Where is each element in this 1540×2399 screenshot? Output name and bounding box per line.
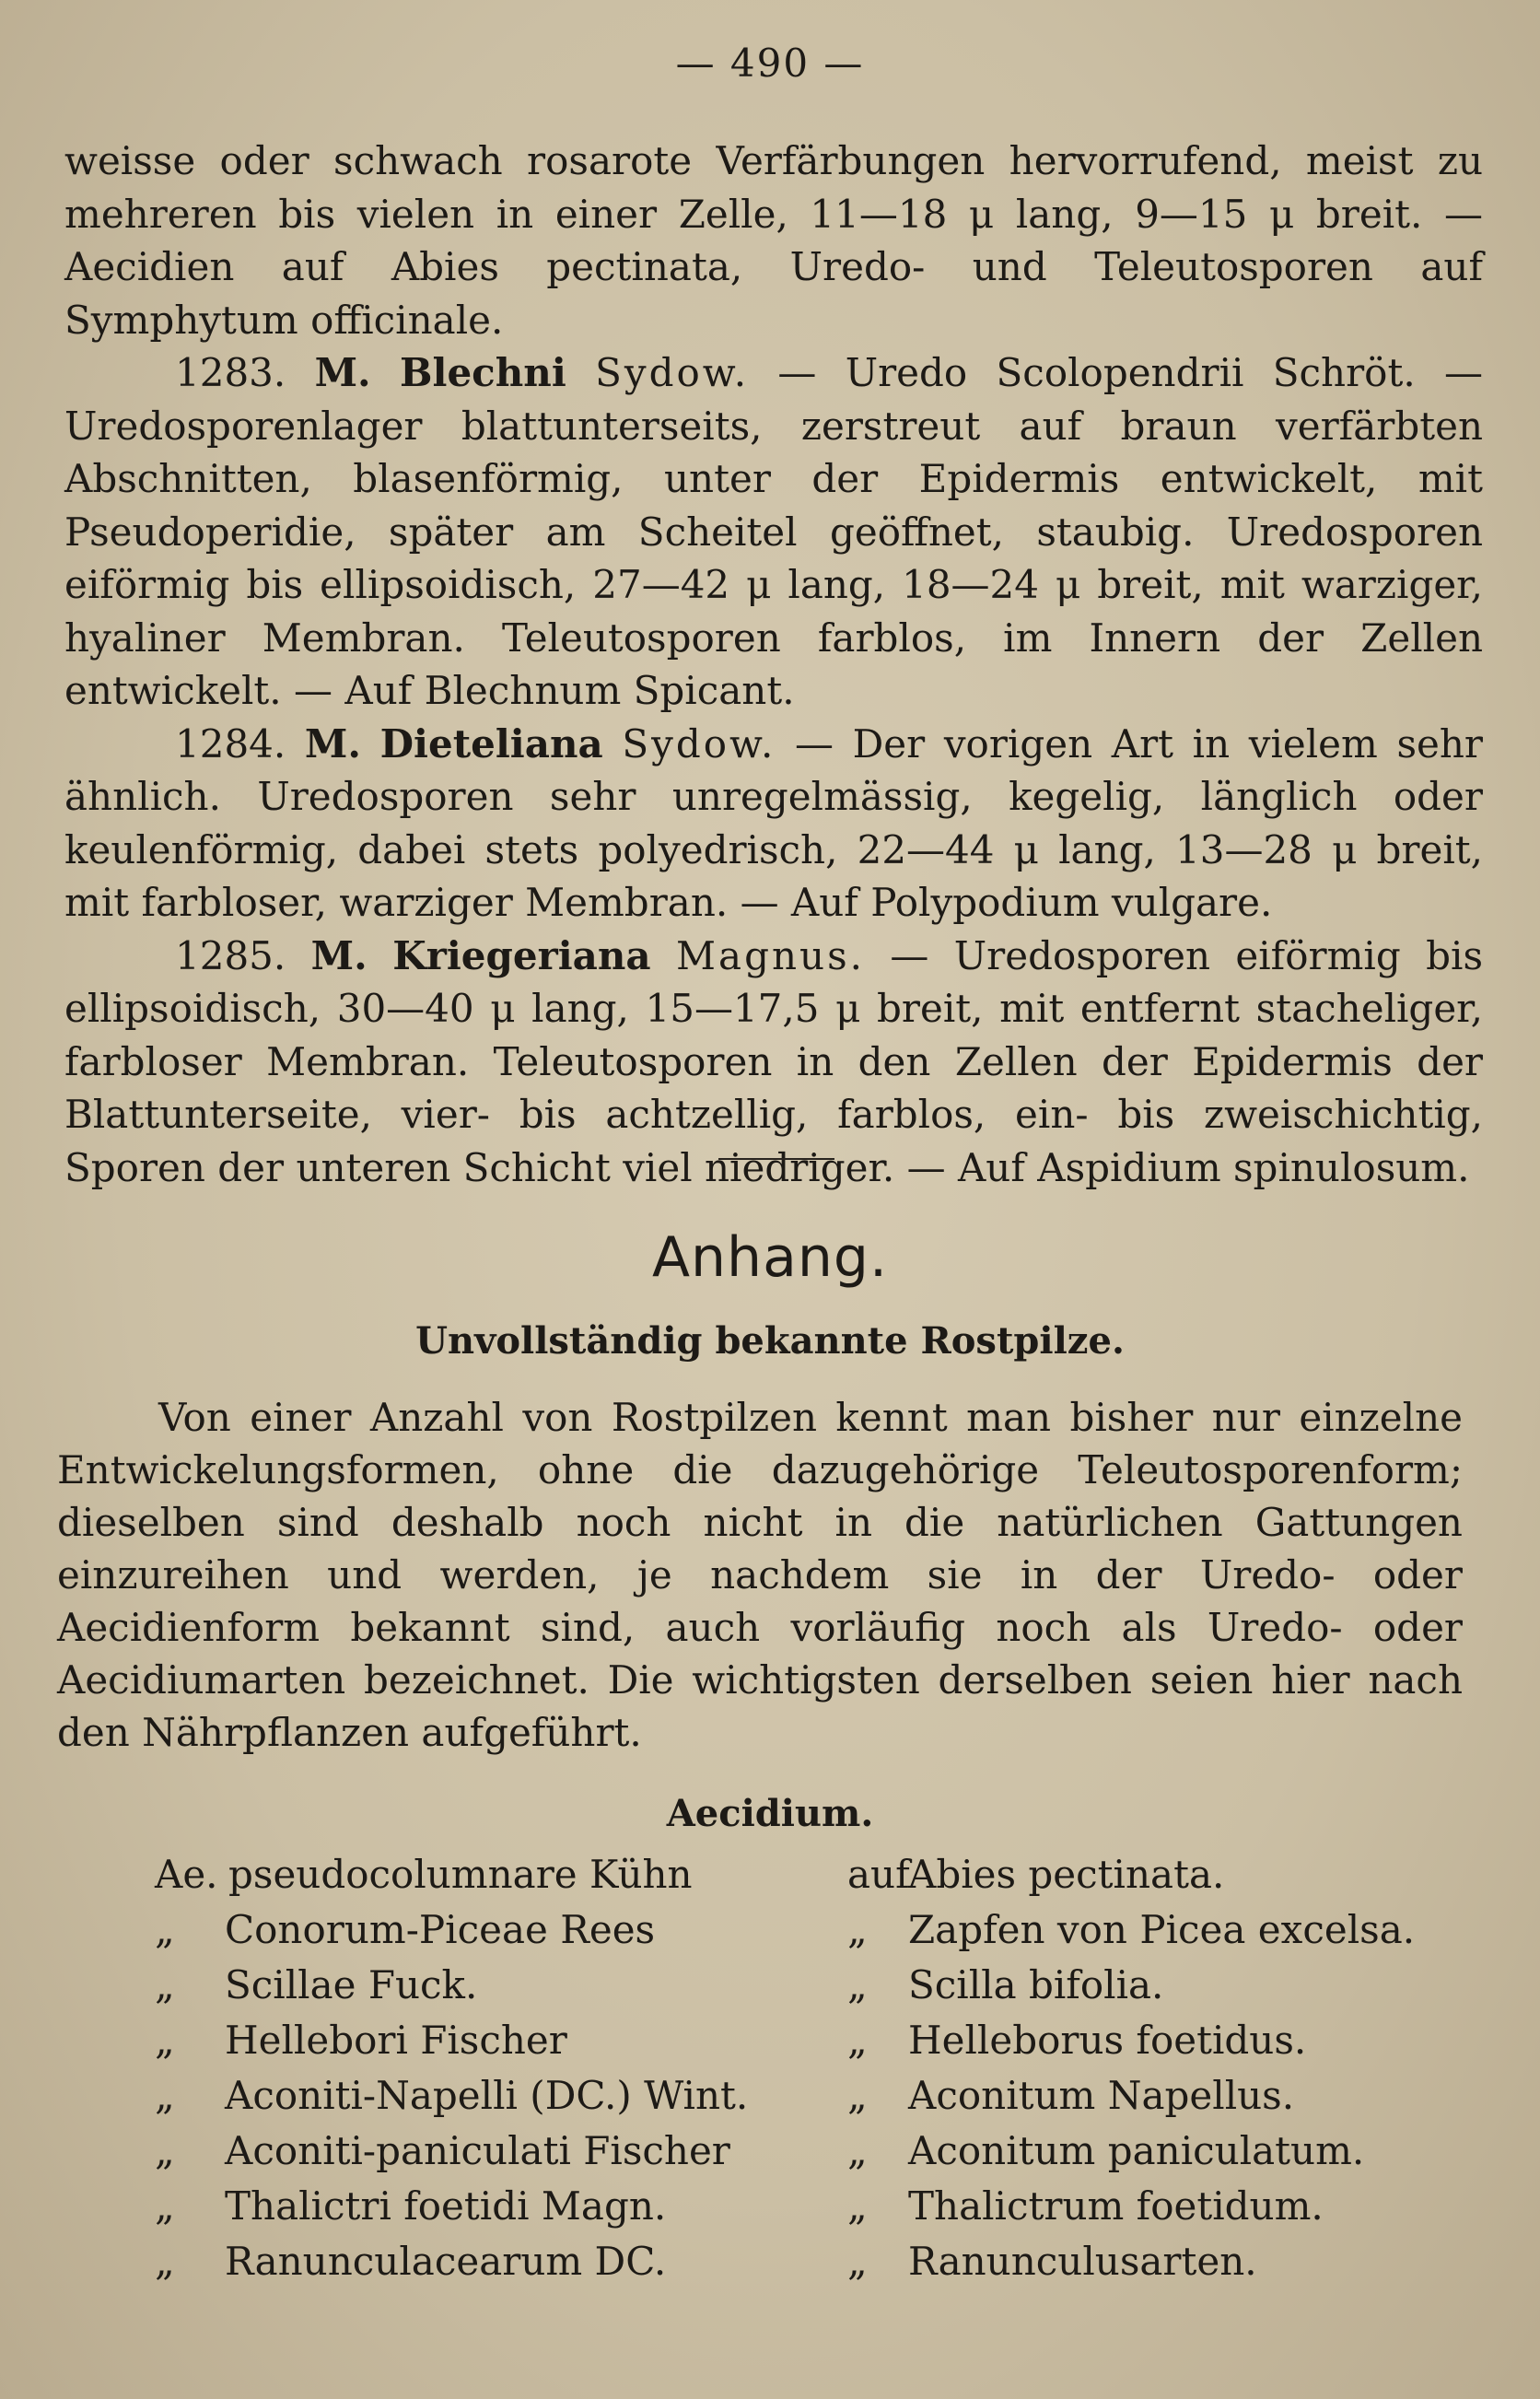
species-name: Kriegeriana (392, 932, 651, 978)
ditto-mark: „ (847, 2073, 868, 2118)
host-list-item (0, 1962, 1540, 2016)
species-description: — Der vorigen Art in vielem sehr ähnlich. Uredosporen sehr unregelmässig, kegelig, länglich oder keulenförmig, dabei stets polyedrisch, 22—44 μ lang, 13—28 μ breit, mit farbloser, warziger Membran. — Auf Polypodium vulgare. (64, 720, 1484, 925)
ditto-mark: „ (847, 1962, 868, 2007)
aecidium-species: Thalictri foetidi Magn. (225, 2183, 667, 2229)
host-plant: Ranunculusarten. (908, 2239, 1257, 2284)
host-plant: Zapfen von Picea excelsa. (908, 1907, 1416, 1952)
species-entry-1284 (64, 718, 1483, 930)
species-author: Sydow. (622, 720, 776, 767)
species-name: Blechni (400, 350, 566, 395)
ditto-mark: „ (155, 2073, 175, 2118)
species-author: Sydow. (595, 350, 750, 395)
species-description: — Uredo Scolopendrii Schröt. — Uredosporenlager blattunterseits, zerstreut auf braun verfärbten Abschnitten, blasenförmig, unter der Epidermis entwickelt, mit Pseudoperidie, später am Scheitel geöffnet, staubig. Uredosporen eiförmig bis ellipsoidisch, 27—42 μ lang, 18—24 μ breit, mit warziger, hyaliner Membran. Teleutosporen farblos, im Innern der Zellen entwickelt. — Auf Blechnum Spicant. (64, 350, 1483, 713)
aecidium-species: Aconiti-paniculati Fischer (225, 2128, 730, 2173)
ditto-mark: „ (155, 1962, 175, 2007)
genus-prefix: Ae. (155, 1852, 218, 1897)
ditto-mark: „ (847, 2239, 868, 2284)
ditto-mark: „ (155, 2018, 175, 2063)
host-plant: Aconitum paniculatum. (908, 2128, 1365, 2173)
genus-abbreviation: M. (304, 720, 361, 767)
appendix-subheading: Unvollständig bekannte Rostpilze. (415, 1319, 1125, 1363)
ditto-mark: „ (847, 2183, 868, 2229)
ditto-mark: „ (847, 2128, 868, 2173)
genus-abbreviation: M. (310, 932, 368, 978)
ditto-mark: „ (847, 2018, 868, 2063)
host-preposition: auf (847, 1852, 910, 1897)
appendix-intro: Von einer Anzahl von Rostpilzen kennt man bisher nur einzelne Entwickelungsformen, ohne die dazugehörige Teleutosporenform; dieselben sind deshalb noch nicht in die natürlichen Gattungen einzureihen und werden, je nachdem sie in der Uredo- oder Aecidienform bekannt sind, auch vorläufig noch als Uredo- oder Aecidiumarten bezeichnet. Die wichtigsten derselben seien hier nach den Nährpflanzen aufgeführt. (57, 1395, 1463, 1755)
species-number: 1285. (175, 932, 286, 978)
species-name: Dieteliana (379, 720, 603, 767)
species-description: — Uredosporen eiförmig bis ellipsoidisch, 30—40 μ lang, 15—17,5 μ breit, mit entfernt stacheliger, farbloser Membran. Teleutosporen in den Zellen der Epidermis der Blattunterseite, vier- bis achtzellig, farblos, ein- bis zweischichtig, Sporen der unteren Schicht viel niedriger. — Auf Aspidium spinulosum. (64, 932, 1483, 1190)
genus-abbreviation: M. (314, 350, 371, 395)
aecidium-species: Conorum-Piceae Rees (225, 1907, 656, 1952)
host-plant: Thalictrum foetidum. (908, 2183, 1324, 2229)
species-entry-1285 (64, 930, 1483, 1195)
species-author: Magnus. (676, 932, 865, 978)
host-list-item (0, 2073, 1540, 2126)
host-list-item (0, 1907, 1540, 1960)
aecidium-species: pseudocolumnare Kühn (228, 1852, 693, 1897)
host-list-item (0, 2183, 1540, 2237)
ditto-mark: „ (155, 2128, 175, 2173)
aecidium-species: Aconiti-Napelli (DC.) Wint. (225, 2073, 749, 2118)
continuation-paragraph: weisse oder schwach rosarote Verfärbungen hervorrufend, meist zu mehreren bis vielen in einer Zelle, 11—18 μ lang, 9—15 μ breit. — Aecidien auf Abies pectinata, Uredo- und Teleutosporen auf Symphytum officinale. (64, 138, 1483, 343)
aecidium-species: Ranunculacearum DC. (225, 2239, 667, 2284)
species-descriptions (64, 135, 1483, 1194)
page-number: — 490 — (675, 41, 865, 86)
host-plant: Abies pectinata. (908, 1852, 1225, 1897)
host-plant: Helleborus foetidus. (908, 2018, 1307, 2063)
ditto-mark: „ (155, 1907, 175, 1952)
host-list-item (0, 2018, 1540, 2071)
ditto-mark: „ (847, 1907, 868, 1952)
host-list-item (0, 1852, 1540, 1905)
species-entry-1283 (64, 346, 1483, 718)
ditto-mark: „ (155, 2239, 175, 2284)
host-list-item (0, 2128, 1540, 2182)
host-plant: Aconitum Napellus. (908, 2073, 1295, 2118)
species-number: 1283. (175, 350, 286, 395)
species-number: 1284. (175, 720, 286, 767)
host-plant: Scilla bifolia. (908, 1962, 1164, 2007)
host-list-item (0, 2239, 1540, 2292)
aecidium-species: Scillae Fuck. (225, 1962, 478, 2007)
ditto-mark: „ (155, 2183, 175, 2229)
aecidium-section-title: Aecidium. (666, 1792, 874, 1835)
appendix-heading: Anhang. (651, 1225, 889, 1290)
section-divider (718, 1158, 834, 1160)
aecidium-species: Hellebori Fischer (225, 2018, 567, 2063)
